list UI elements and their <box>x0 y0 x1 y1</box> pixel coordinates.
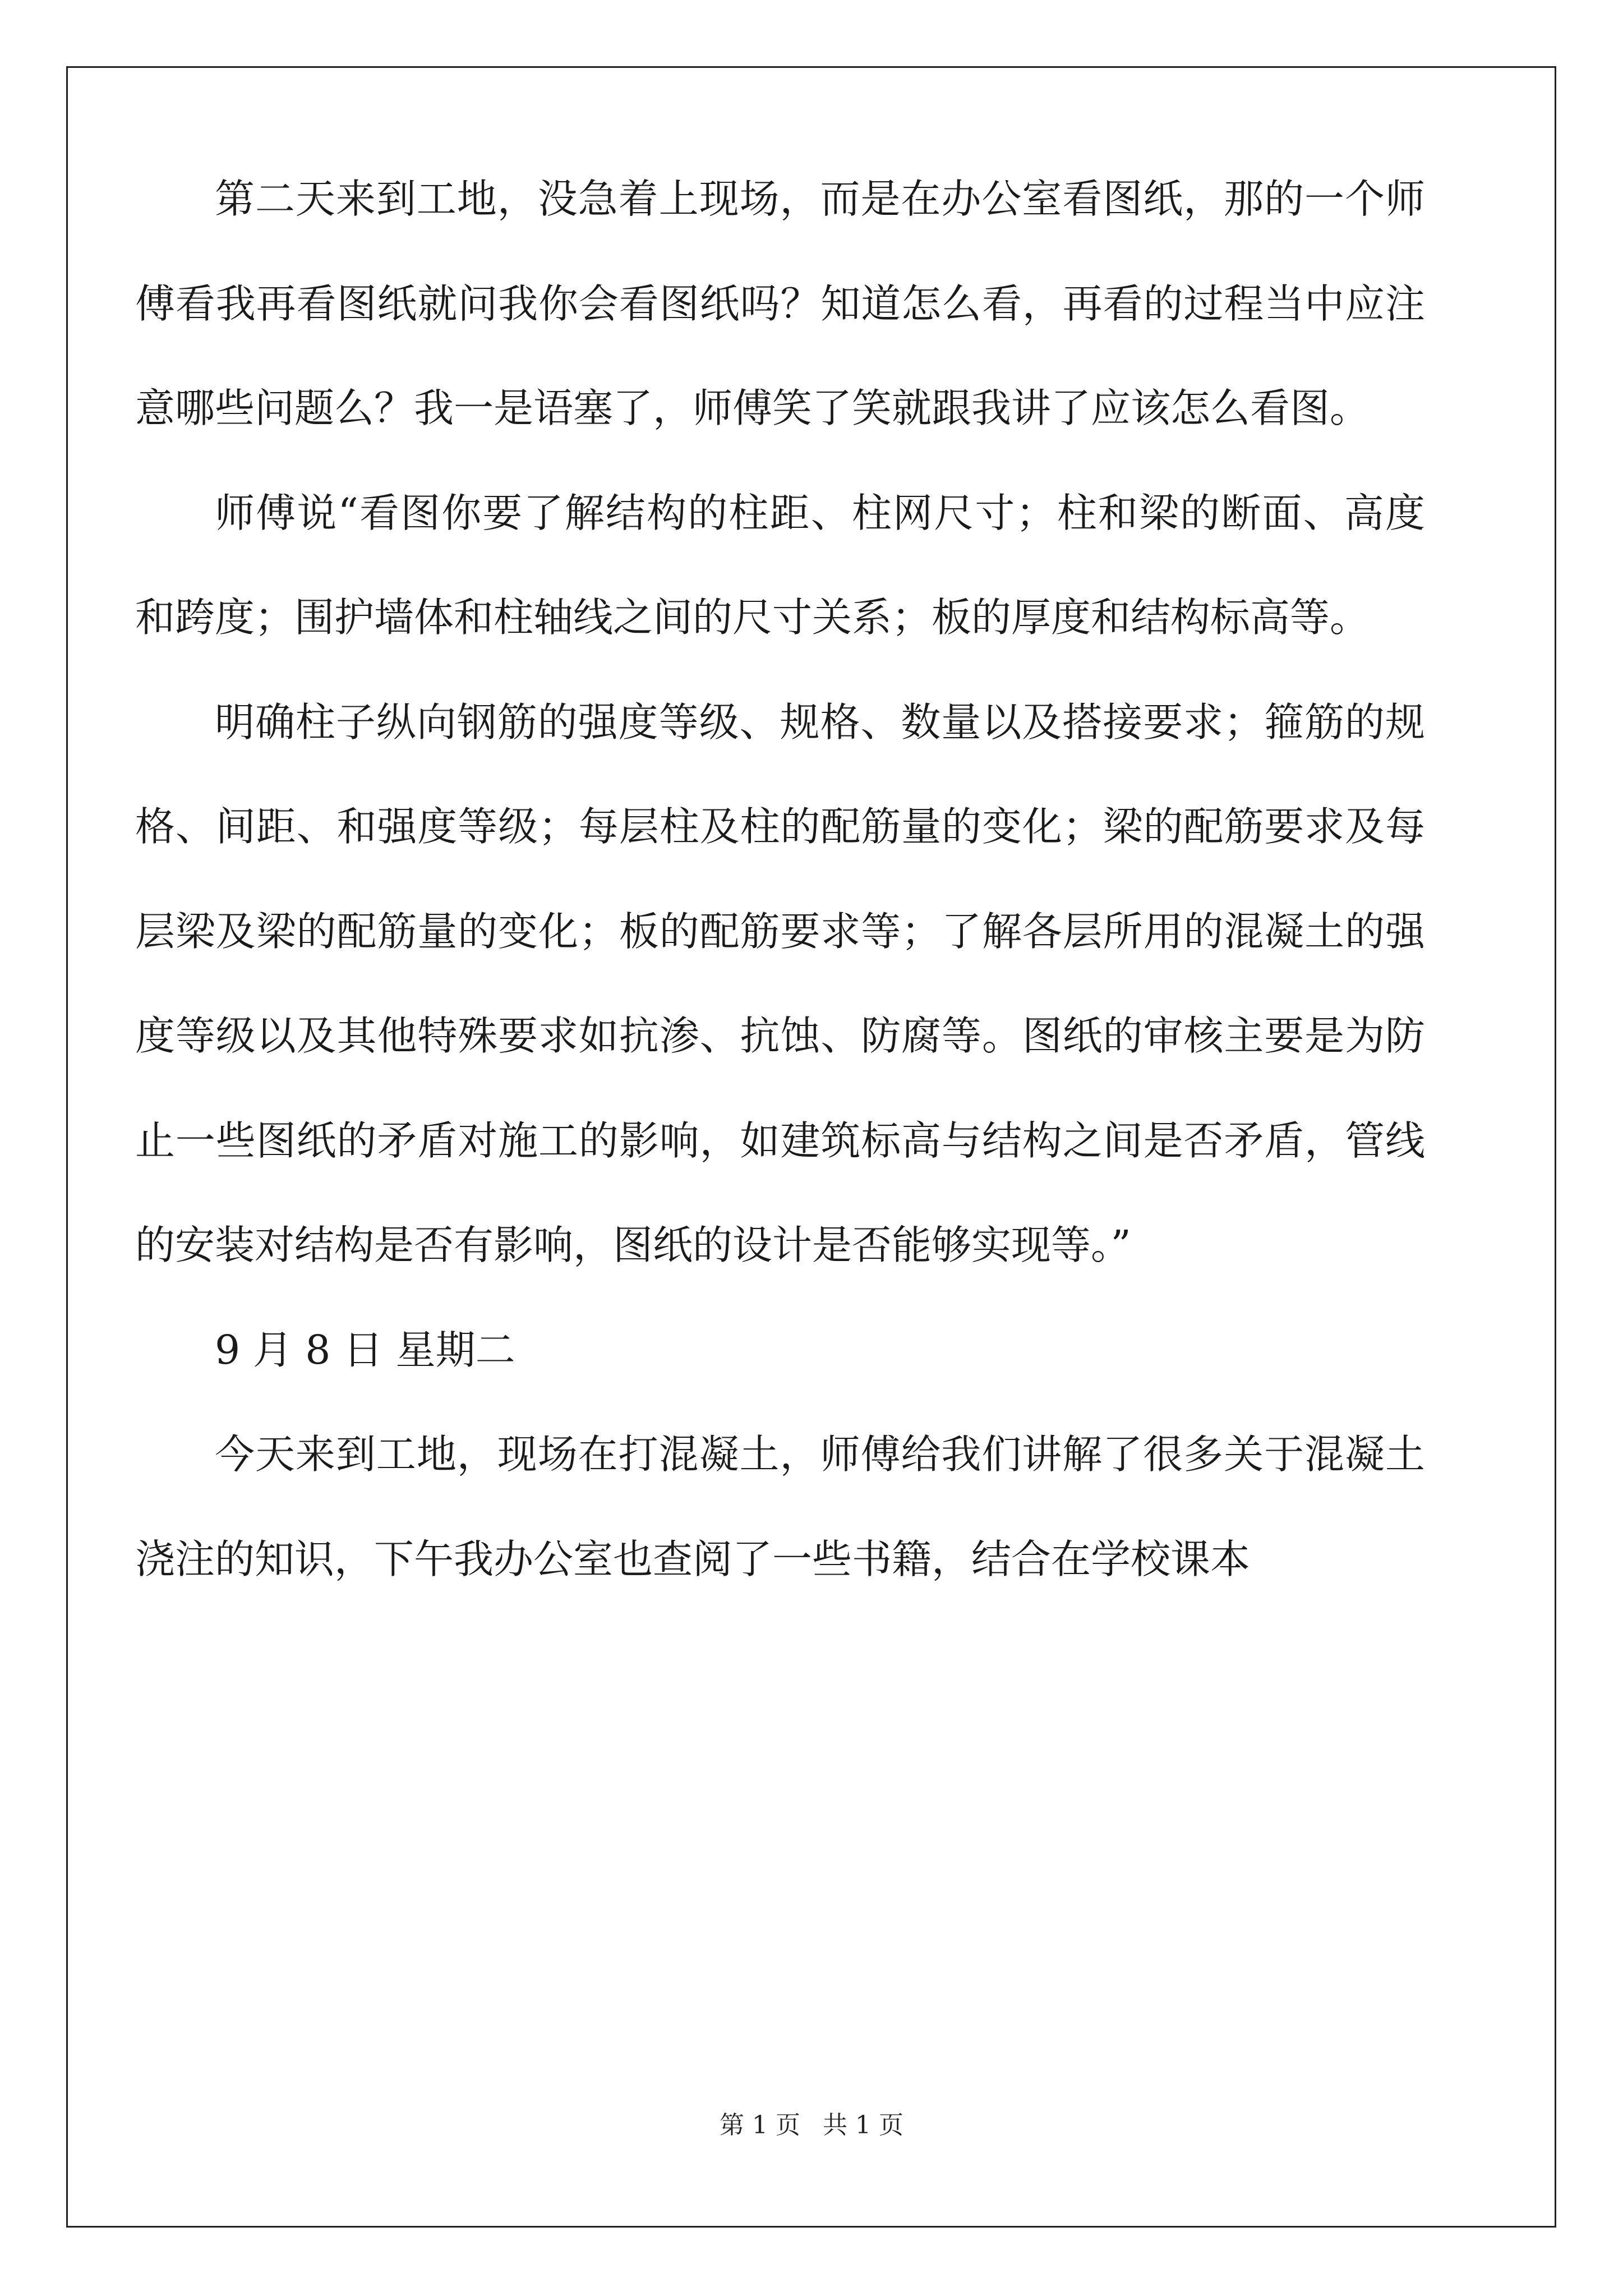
paragraph: 明确柱子纵向钢筋的强度等级、规格、数量以及搭接要求；箍筋的规格、间距、和强度等级；每层柱及柱的配筋量的变化；梁的配筋要求及每层梁及梁的配筋量的变化；板的配筋要求等；了解各层所用的混凝土的强度等级以及其他特殊要求如抗渗、抗蚀、防腐等。图纸的审核主要是为防止一些图纸的矛盾对施工的影响，如建筑标高与结构之间是否矛盾，管线的安装对结构是否有影响，图纸的设计是否能够实现等。” <box>135 698 1425 1268</box>
paragraph: 第二天来到工地，没急着上现场，而是在办公室看图纸，那的一个师傅看我再看图纸就问我你会看图纸吗？知道怎么看，再看的过程当中应注意哪些问题么？我一是语塞了，师傅笑了笑就跟我讲了应该怎么看图。 <box>135 176 1425 431</box>
page-footer <box>0 2109 1623 2142</box>
page-total: 共 1 页 <box>823 2111 903 2139</box>
paragraph: 师傅说“看图你要了解结构的柱距、柱网尺寸；柱和梁的断面、高度和跨度；围护墙体和柱轴线之间的尺寸关系；板的厚度和结构标高等。 <box>135 489 1425 641</box>
page-number: 第 1 页 <box>720 2111 800 2139</box>
date-heading: 9 月 8 日 星期二 <box>215 1326 515 1373</box>
paragraph: 今天来到工地，现场在打混凝土，师傅给我们讲解了很多关于混凝土浇注的知识，下午我办公室也查阅了一些书籍，结合在学校课本 <box>135 1431 1425 1582</box>
document-body <box>135 147 1425 1612</box>
